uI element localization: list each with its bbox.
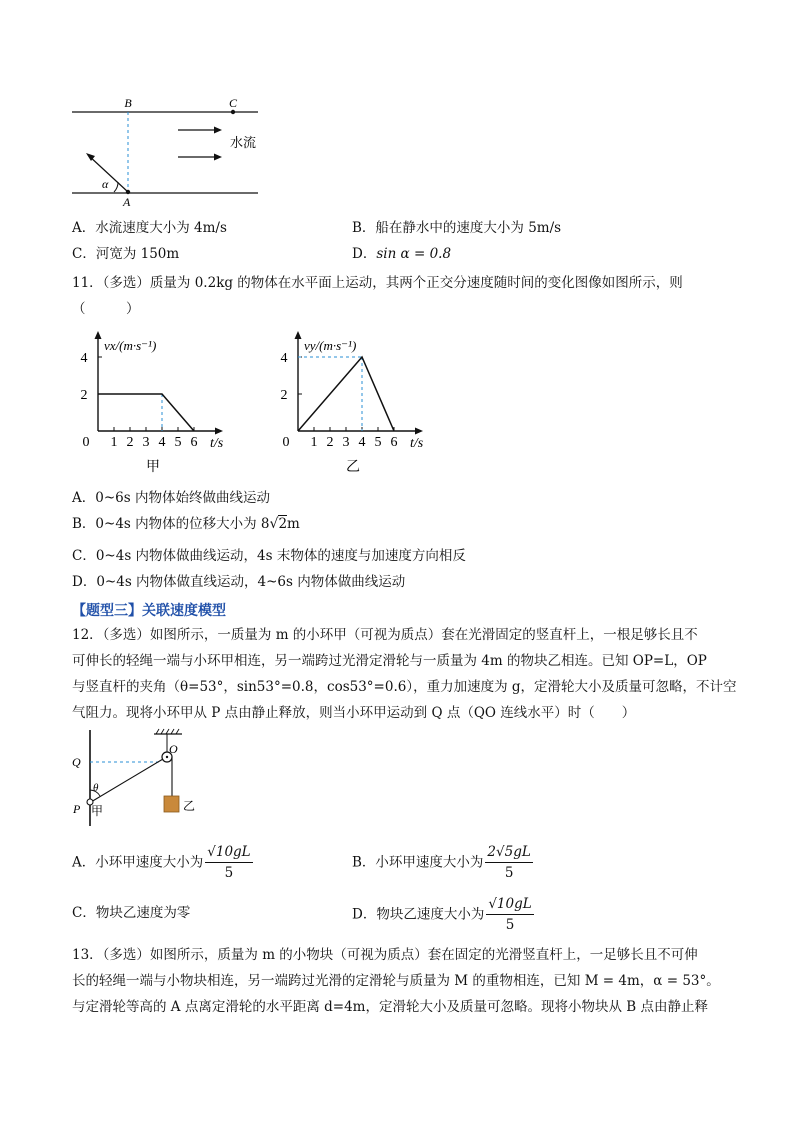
q12-option-d-prefix: D．物块乙速度大小为 <box>352 906 485 923</box>
q11-line-2: （ ） <box>72 301 140 317</box>
x-axis-arrow <box>215 428 223 435</box>
label-Q: Q <box>72 755 81 769</box>
q13-line-1: 13．（多选）如图所示，质量为 m 的小物块（可视为质点）套在固定的光滑竖直杆上，一足够长且不可伸 <box>72 947 698 963</box>
x-axis-label: t/s <box>410 436 424 451</box>
q12-option-c: C．物块乙速度为零 <box>72 905 191 921</box>
q12-option-d-frac <box>486 894 533 935</box>
x-tick-label: 0 <box>82 435 90 450</box>
label-alpha: α <box>102 177 109 191</box>
x-tick-label: 2 <box>326 435 334 450</box>
x-tick-label: 1 <box>110 435 118 450</box>
x-tick-label: 1 <box>310 435 318 450</box>
series-line <box>98 394 194 431</box>
q11-option-b-prefix: B．0~4s 内物体的位移大小为 8 <box>72 516 270 532</box>
q12-option-b-num: 2√5gL <box>485 842 532 863</box>
pulley-figure <box>70 728 200 828</box>
q10-option-d-expr: sin α = 0.8 <box>376 246 452 262</box>
q12-option-b-den: 5 <box>504 865 514 881</box>
y-axis-arrow <box>95 331 102 339</box>
q10-option-d <box>352 244 451 264</box>
y-axis-label: vy/(m·s⁻¹) <box>304 338 357 353</box>
label-B: B <box>124 96 132 110</box>
chart-vx <box>78 328 258 478</box>
q11-line-1: 11．（多选）质量为 0.2kg 的物体在水平面上运动，其两个正交分速度随时间的变化图像如图所示，则 <box>72 275 683 291</box>
q13-line-3: 与定滑轮等高的 A 点离定滑轮的水平距离 d=4m，定滑轮大小及质量可忽略。现将小物块从 B 点由静止释 <box>72 999 708 1015</box>
q10-option-d-prefix: D． <box>352 246 377 262</box>
chart-title: 乙 <box>346 460 360 475</box>
q12-option-a-num: √10gL <box>205 842 252 863</box>
q11-option-b <box>72 514 300 534</box>
q12-option-a-den: 5 <box>224 865 234 881</box>
label-O: O <box>169 742 178 756</box>
section-heading: 【题型三】关联速度模型 <box>72 603 226 619</box>
y-tick-label: 2 <box>280 388 288 403</box>
series-line <box>298 357 394 431</box>
q12-option-b-frac <box>485 842 532 883</box>
q13-line-2: 长的轻绳一端与小物块相连，另一端跨过光滑的定滑轮与质量为 M 的重物相连，已知 M = 4m，α = 53°。 <box>72 973 720 989</box>
x-tick-label: 0 <box>282 435 290 450</box>
sqrt-sign: √ <box>269 516 279 532</box>
q12-option-b-prefix: B．小环甲速度大小为 <box>352 854 484 871</box>
x-tick-label: 6 <box>190 435 198 450</box>
q12-option-a <box>72 842 253 883</box>
q12-option-d <box>352 894 534 935</box>
x-tick-label: 2 <box>126 435 134 450</box>
y-axis-label: vx/(m·s⁻¹) <box>104 338 157 353</box>
q11-option-c: C．0~4s 内物体做曲线运动，4s 末物体的速度与加速度方向相反 <box>72 548 466 564</box>
x-tick-label: 3 <box>342 435 350 450</box>
label-C: C <box>228 96 238 110</box>
x-tick-label: 6 <box>390 435 398 450</box>
y-tick-label: 2 <box>80 388 88 403</box>
q12-line-1: 12．（多选）如图所示，一质量为 m 的小环甲（可视为质点）套在光滑固定的竖直杆上，一根足够长且不 <box>72 627 698 643</box>
y-tick-label: 4 <box>280 351 288 366</box>
chart-vy <box>278 328 458 478</box>
q10-option-a: A．水流速度大小为 4m/s <box>72 220 227 236</box>
x-tick-label: 5 <box>174 435 182 450</box>
x-tick-label: 4 <box>158 435 166 450</box>
q11-option-b-suffix: m <box>287 516 300 532</box>
q10-option-c: C．河宽为 150m <box>72 246 180 262</box>
chart-title: 甲 <box>146 460 160 475</box>
q11-option-b-root: 2 <box>278 516 288 532</box>
q10-option-b: B．船在静水中的速度大小为 5m/s <box>352 220 562 236</box>
q11-option-a: A．0~6s 内物体始终做曲线运动 <box>72 490 270 506</box>
river-figure <box>70 95 270 210</box>
q12-option-b <box>352 842 533 883</box>
x-axis-label: t/s <box>210 436 224 451</box>
q12-line-2: 可伸长的轻绳一端与小环甲相连，另一端跨过光滑定滑轮与一质量为 4m 的物块乙相连。已知 OP=L，OP <box>72 653 707 669</box>
label-yi: 乙 <box>183 799 196 813</box>
q11-option-d: D．0~4s 内物体做直线运动，4~6s 内物体做曲线运动 <box>72 574 406 590</box>
y-tick-label: 4 <box>80 351 88 366</box>
y-axis-arrow <box>295 331 302 339</box>
x-axis-arrow <box>415 428 423 435</box>
x-tick-label: 3 <box>142 435 150 450</box>
x-tick-label: 4 <box>358 435 366 450</box>
label-A: A <box>123 195 131 209</box>
label-jia: 甲 <box>91 804 104 818</box>
q12-option-d-num: √10gL <box>486 894 533 915</box>
q12-line-3: 与竖直杆的夹角（θ=53°，sin53°=0.8，cos53°=0.6），重力加速度为 g，定滑轮大小及质量可忽略，不计空 <box>72 679 737 695</box>
label-theta: θ <box>93 782 99 794</box>
q12-option-a-prefix: A．小环甲速度大小为 <box>72 854 204 871</box>
q12-option-a-frac <box>205 842 252 883</box>
label-flow: 水流 <box>230 135 257 150</box>
q12-line-4: 气阻力。现将小环甲从 P 点由静止释放，则当小环甲运动到 Q 点（QO 连线水平）时（ ） <box>72 705 636 721</box>
q12-option-d-den: 5 <box>505 917 515 933</box>
label-P: P <box>73 802 81 816</box>
x-tick-label: 5 <box>374 435 382 450</box>
